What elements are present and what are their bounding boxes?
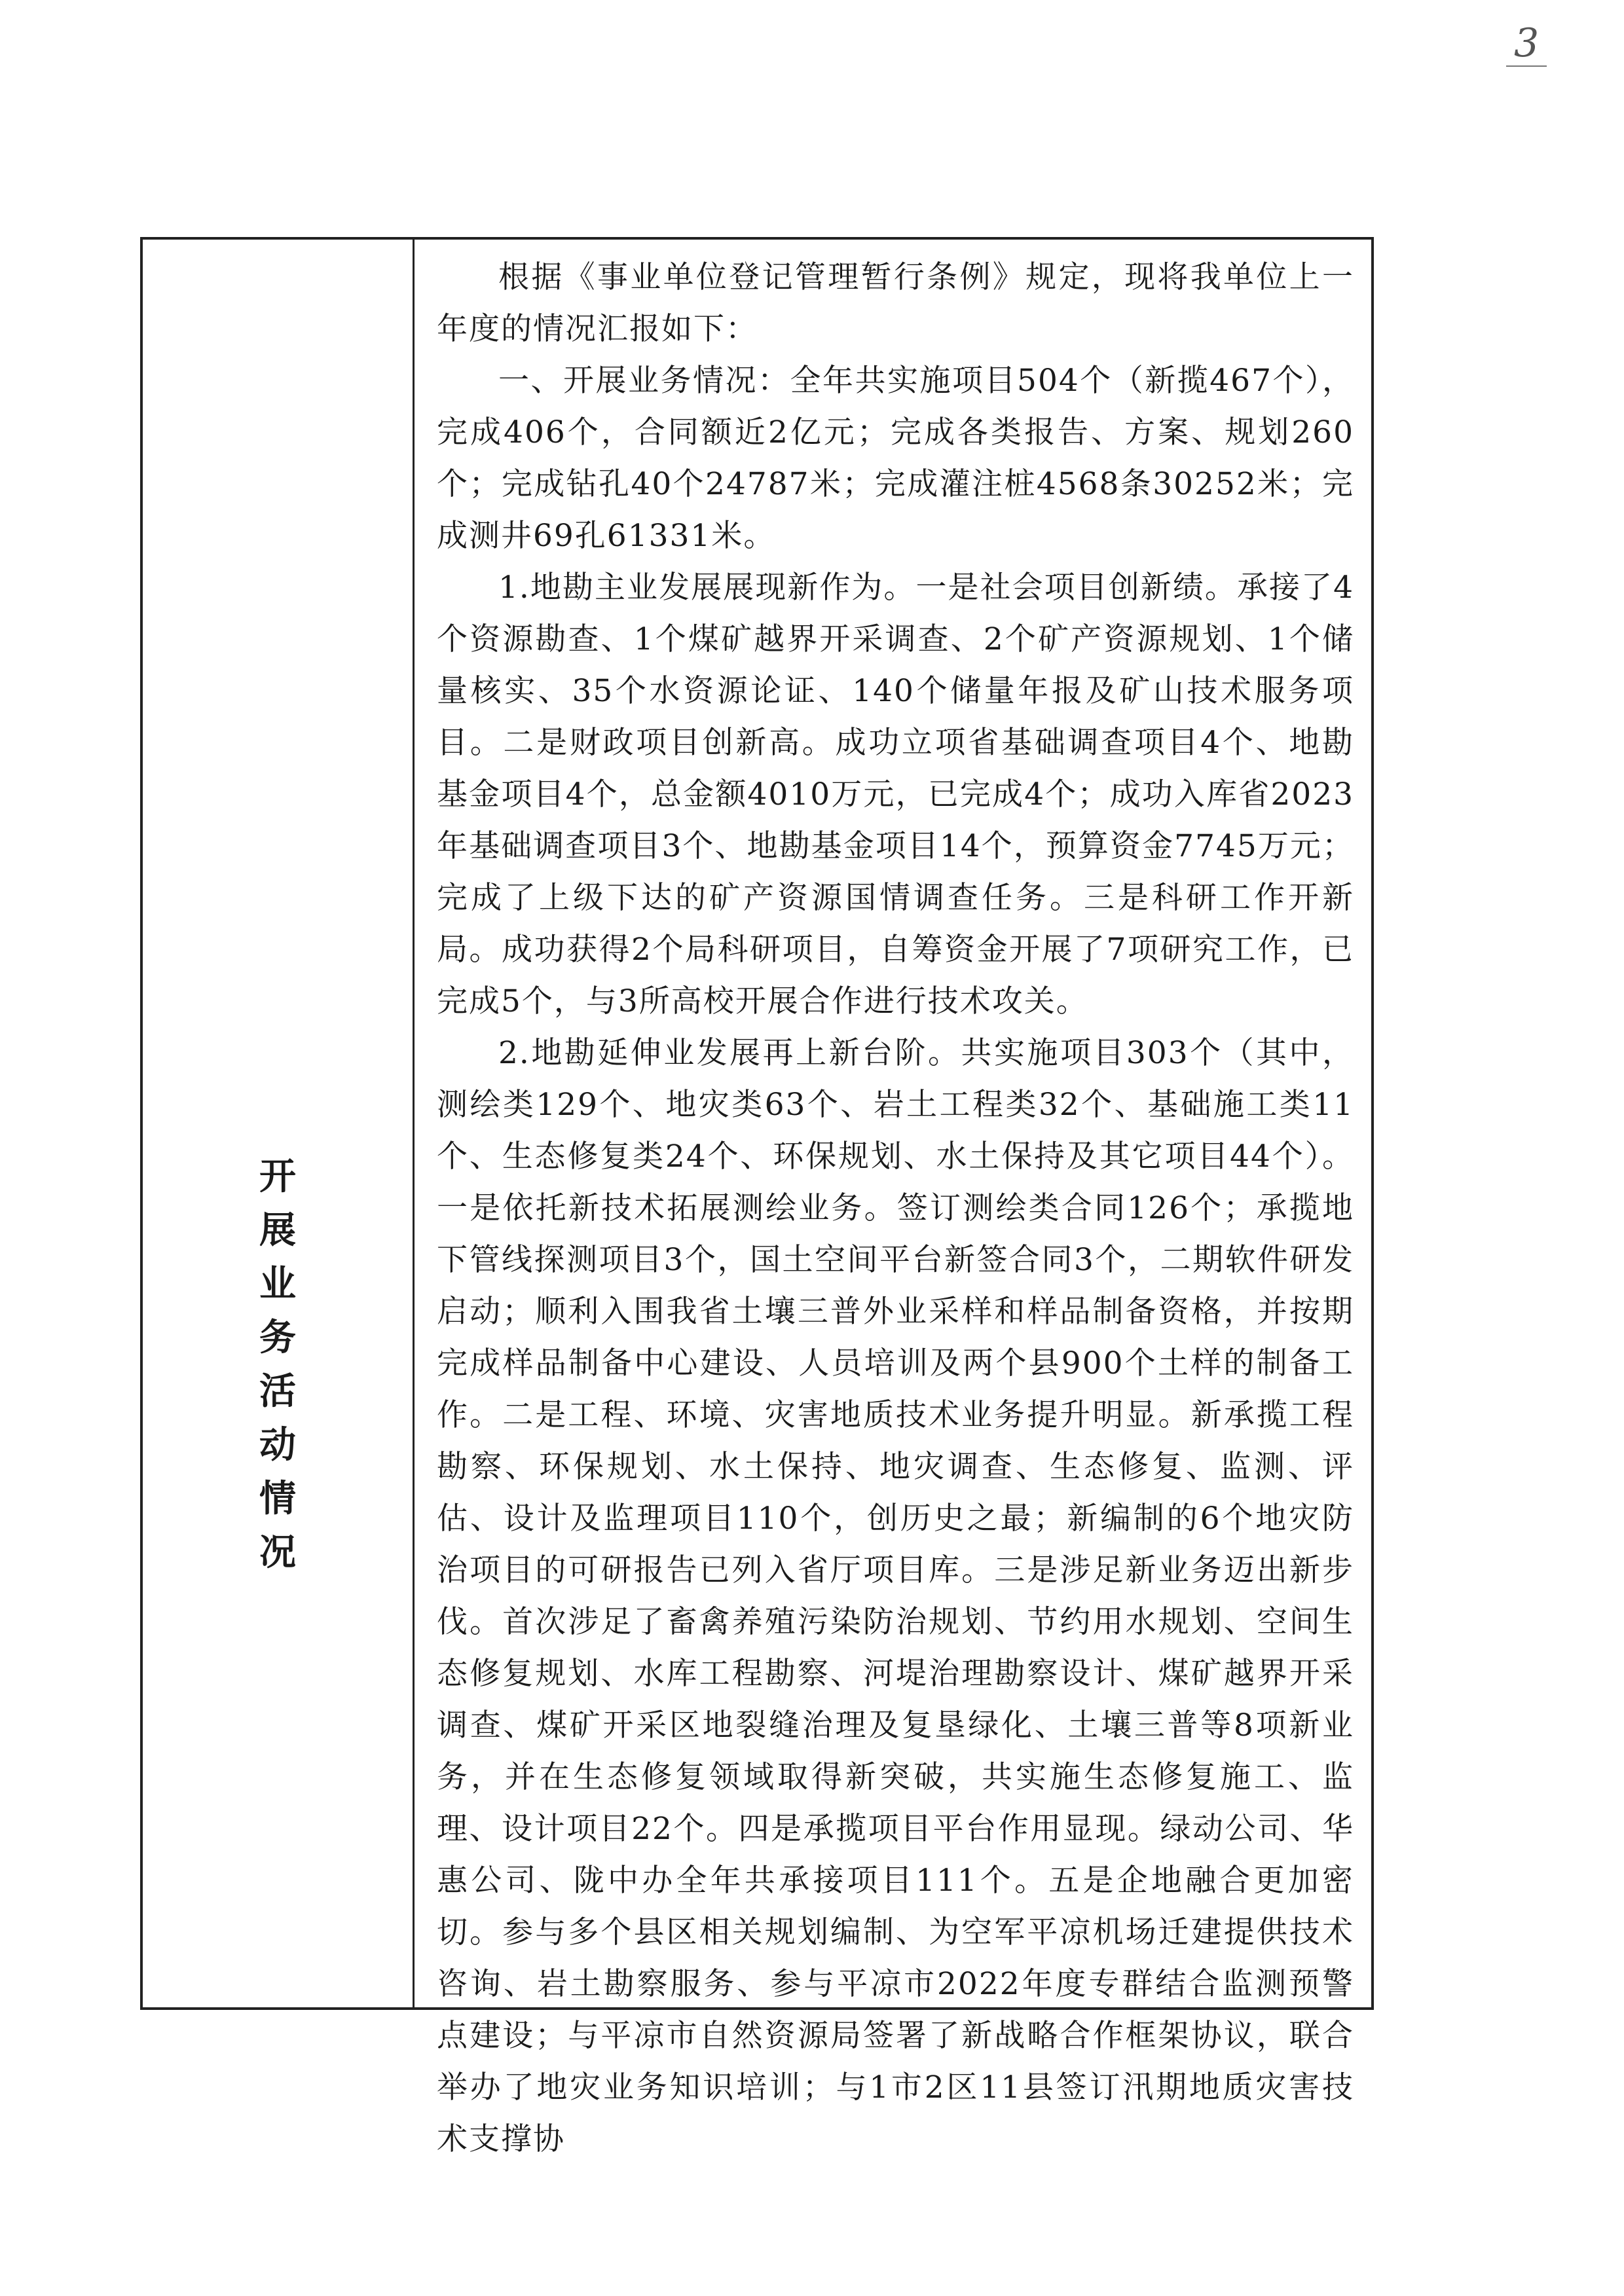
section-label-cell bbox=[143, 240, 415, 2007]
section-label-char: 业 bbox=[259, 1262, 296, 1305]
section-label-char: 动 bbox=[259, 1423, 296, 1467]
report-table bbox=[140, 237, 1374, 2157]
section-label-char: 展 bbox=[259, 1209, 296, 1252]
page-number: 3 bbox=[1506, 24, 1547, 67]
section-label-char: 活 bbox=[259, 1370, 296, 1413]
extended-business-paragraph: 2.地勘延伸业发展再上新台阶。共实施项目303个（其中，测绘类129个、地灾类63个、岩土工程类32个、基础施工类11个、生态修复类24个、环保规划、水土保持及其它项目44个）。一是依托新技术拓展测绘业务。签订测绘类合同126个；承揽地下管线探测项目3个，国土空间平台新签合同3个，二期软件研发启动；顺利入围我省土壤三普外业采样和样品制备资格，并按期完成样品制备中心建设、人员培训及两个县900个土样的制备工作。二是工程、环境、灾害地质技术业务提升明显。新承揽工程勘察、环保规划、水土保持、地灾调查、生态修复、监测、评估、设计及监理项目110个，创历史之最；新编制的6个地灾防治项目的可研报告已列入省厅项目库。三是涉足新业务迈出新步伐。首次涉足了畜禽养殖污染防治规划、节约用水规划、空间生态修复规划、水库工程勘察、河堤治理勘察设计、煤矿越界开采调查、煤矿开采区地裂缝治理及复垦绿化、土壤三普等8项新业务，并在生态修复领域取得新突破，共实施生态修复施工、监理、设计项目22个。四是承揽项目平台作用显现。绿动公司、华惠公司、陇中办全年共承接项目111个。五是企地融合更加密切。参与多个县区相关规划编制、为空军平凉机场迁建提供技术咨询、岩土勘察服务、参与平凉市2022年度专群结合监测预警点建设；与平凉市自然资源局签署了新战略合作框架协议，联合举办了地灾业务知识培训；与1市2区11县签订汛期地质灾害技术支撑协 bbox=[437, 1035, 1354, 2157]
section-label-char: 务 bbox=[259, 1316, 296, 1359]
section-label bbox=[143, 1150, 413, 1579]
intro-paragraph: 根据《事业单位登记管理暂行条例》规定，现将我单位上一年度的情况汇报如下： bbox=[437, 259, 1354, 347]
main-business-paragraph: 1.地勘主业发展展现新作为。一是社会项目创新绩。承接了4个资源勘查、1个煤矿越界开采调查、2个矿产资源规划、1个储量核实、35个水资源论证、140个储量年报及矿山技术服务项目。二是财政项目创新高。成功立项省基础调查项目4个、地勘基金项目4个，总金额4010万元，已完成4个；成功入库省2023年基础调查项目3个、地勘基金项目14个，预算资金7745万元；完成了上级下达的矿产资源国情调查任务。三是科研工作开新局。成功获得2个局科研项目，自筹资金开展了7项研究工作，已完成5个，与3所高校开展合作进行技术攻关。 bbox=[437, 570, 1354, 1019]
content-cell bbox=[415, 240, 1371, 2157]
section-label-char: 况 bbox=[259, 1531, 296, 1574]
section-label-char: 开 bbox=[259, 1155, 296, 1198]
business-overview-paragraph: 一、开展业务情况：全年共实施项目504个（新揽467个），完成406个，合同额近2亿元；完成各类报告、方案、规划260个；完成钻孔40个24787米；完成灌注桩4568条30252米；完成测井69孔61331米。 bbox=[437, 363, 1354, 554]
section-label-char: 情 bbox=[259, 1477, 296, 1520]
